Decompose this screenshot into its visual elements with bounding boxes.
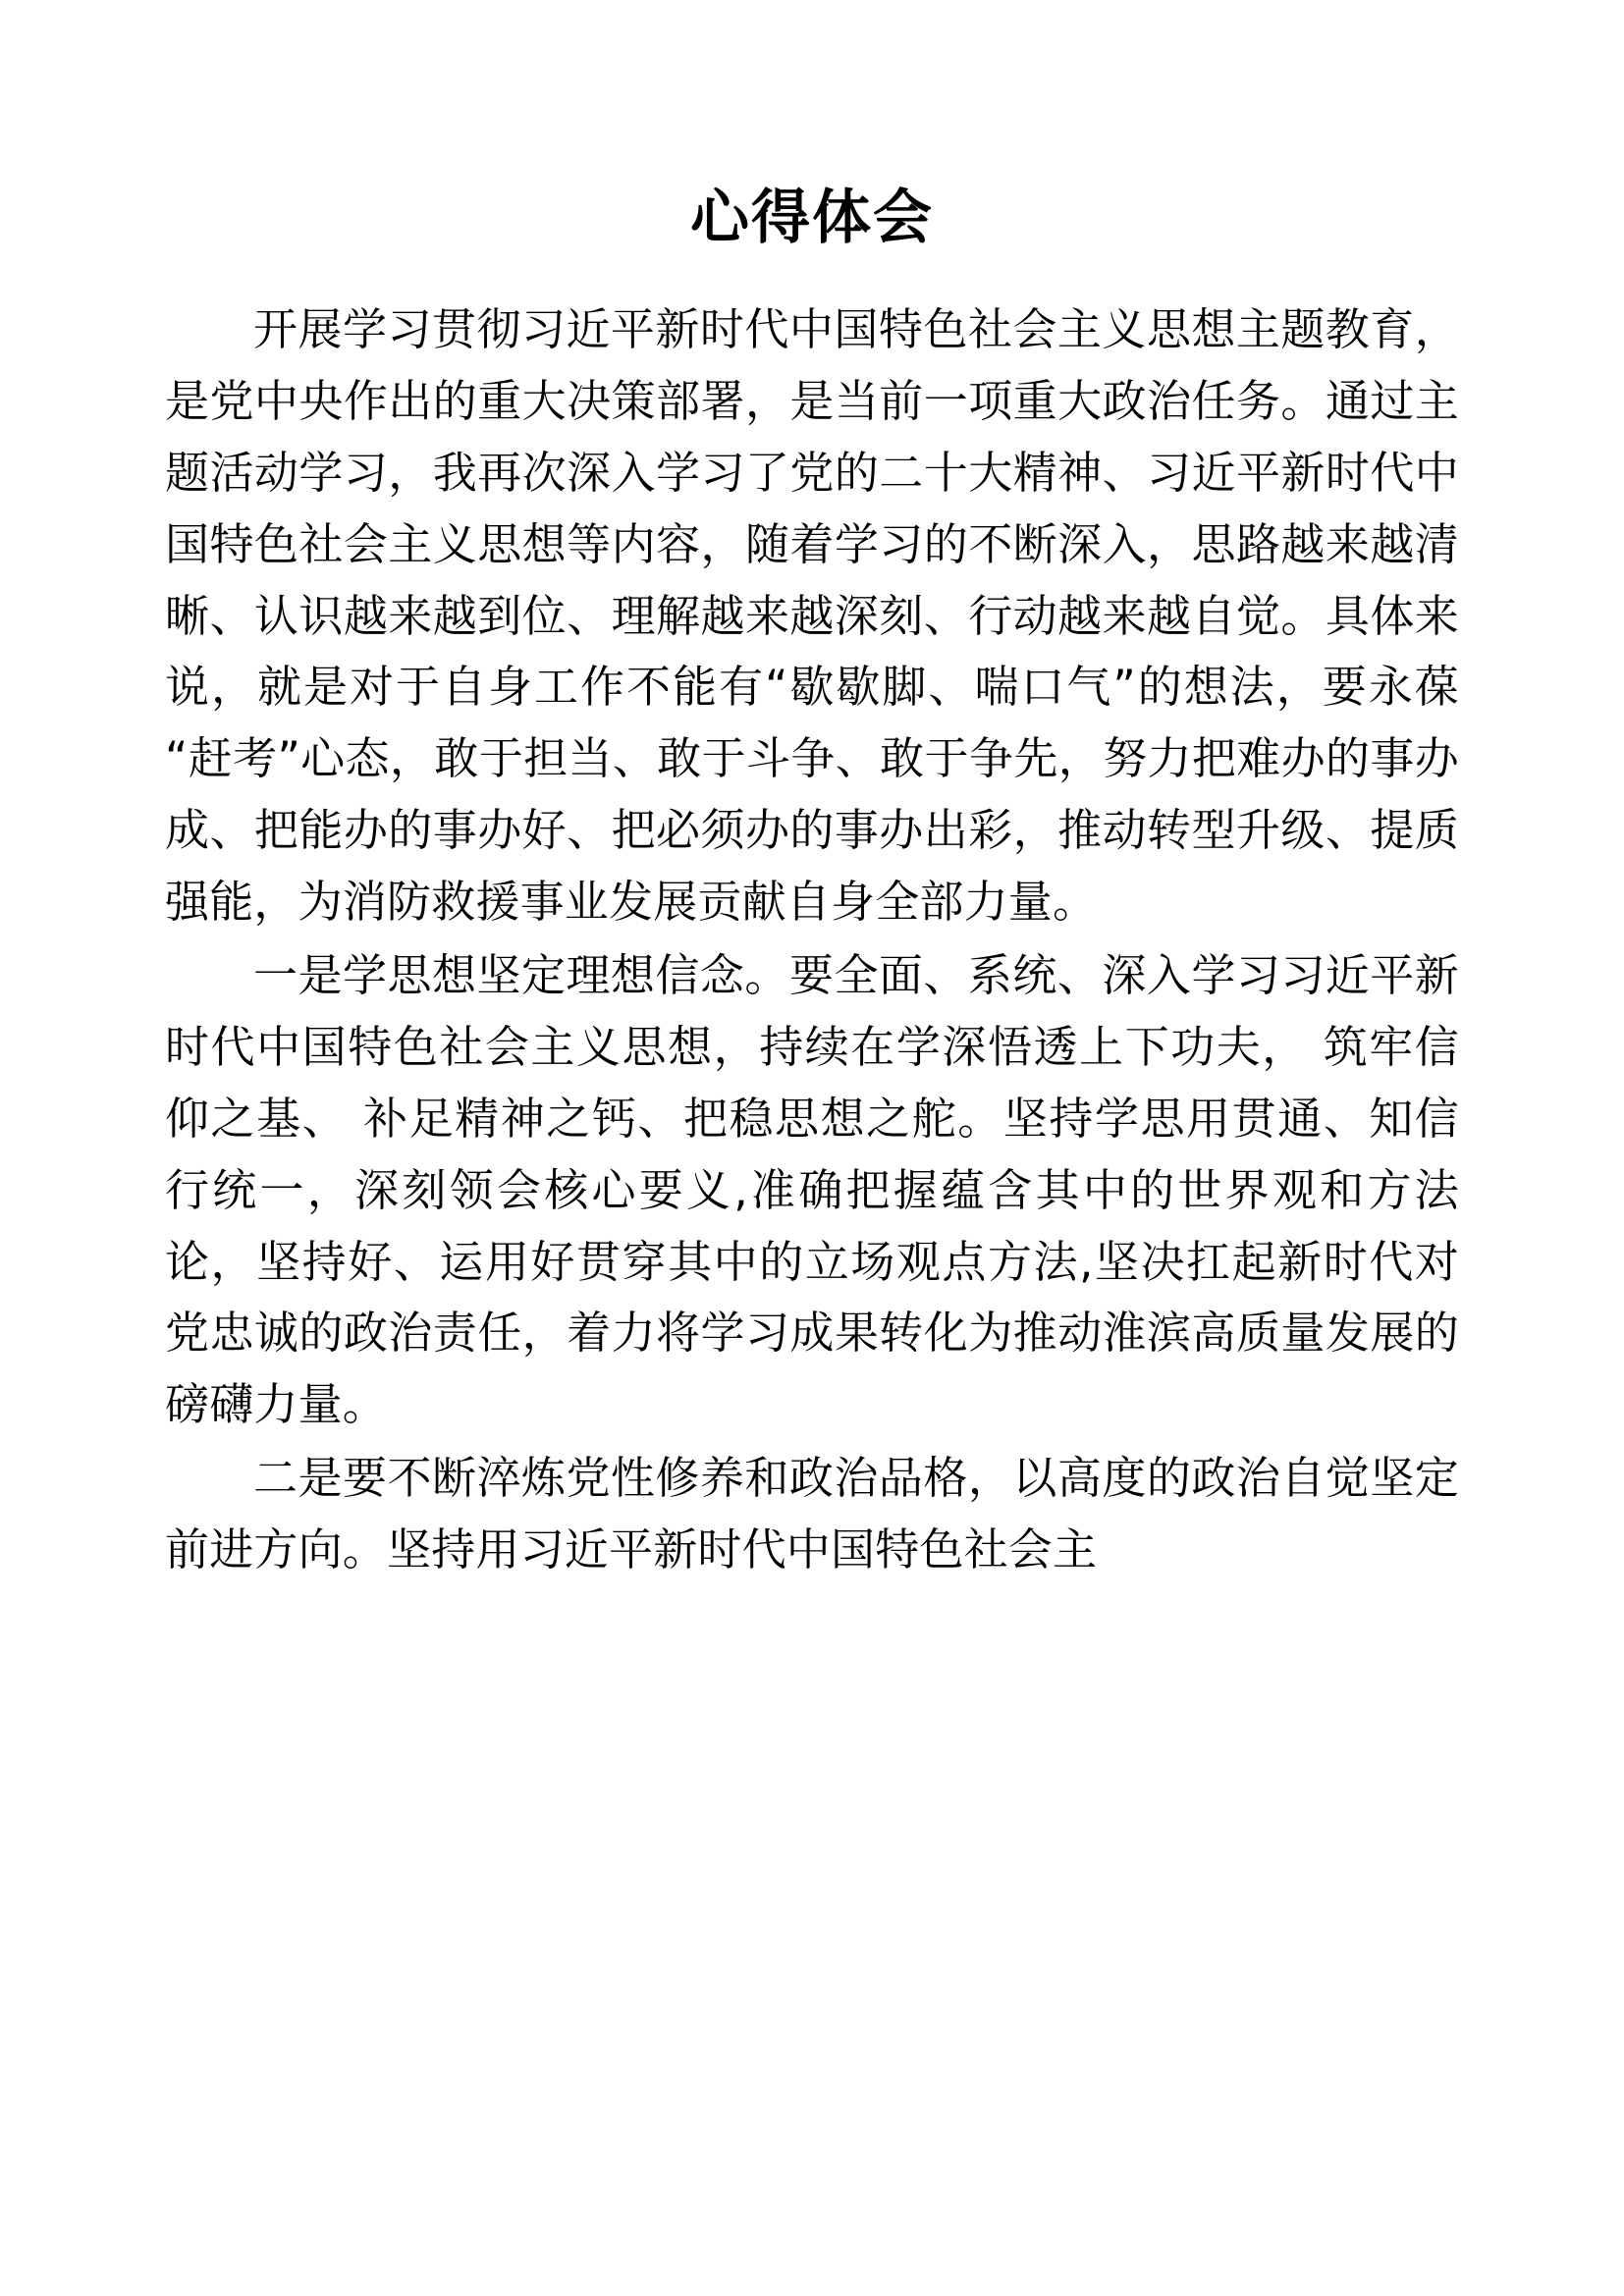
paragraph: 二是要不断淬炼党性修养和政治品格，以高度的政治自觉坚定前进方向。坚持用习近平新时代中国特色社会主 [165,1452,1459,1576]
page-title: 心得体会 [690,184,934,252]
paragraph: 开展学习贯彻习近平新时代中国特色社会主义思想主题教育，是党中央作出的重大决策部署，是当前一项重大政治任务。通过主题活动学习，我再次深入学习了党的二十大精神、习近平新时代中国特色社会主义思想等内容，随着学习的不断深入，思路越来越清晰、认识越来越到位、理解越来越深刻、行动越来越自觉。具体来说，就是对于自身工作不能有“歇歇脚、喘口气”的想法，要永葆“赶考”心态，敢于担当、敢于斗争、敢于争先，努力把难办的事办成、把能办的事办好、把必须办的事办出彩，推动转型升级、提质强能，为消防救援事业发展贡献自身全部力量。 [165,303,1459,929]
document-body [165,294,1459,1586]
paragraph: 一是学思想坚定理想信念。要全面、系统、深入学习习近平新时代中国特色社会主义思想，持续在学深悟透上下功夫， 筑牢信仰之基、 补足精神之钙、把稳思想之舵。坚持学思用贯通、知信行统一，深刻领会核心要义,准确把握蕴含其中的世界观和方法论，坚持好、运用好贯穿其中的立场观点方法,坚决扛起新时代对党忠诚的政治责任，着力将学习成果转化为推动淮滨高质量发展的磅礴力量。 [165,949,1459,1431]
